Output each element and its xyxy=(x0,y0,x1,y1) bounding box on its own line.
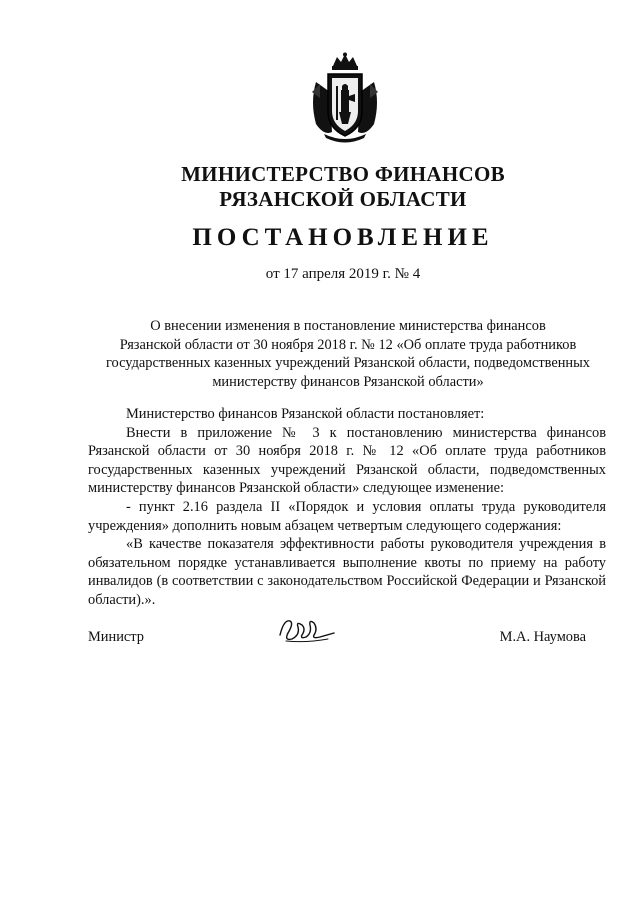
subject-line: Рязанской области от 30 ноября 2018 г. № 12 «Об оплате труда работников xyxy=(119,336,577,353)
body-paragraph: Министерство финансов Рязанской области постановляет: xyxy=(126,406,485,422)
document-type-title: ПОСТАНОВЛЕНИЕ xyxy=(192,224,494,251)
ministry-title-line1: МИНИСТЕРСТВО ФИНАНСОВ xyxy=(181,162,505,186)
handwritten-signature-icon xyxy=(276,613,340,647)
document-body xyxy=(88,405,606,610)
signatory-name: М.А. Наумова xyxy=(499,629,586,645)
body-paragraph: Внести в приложение № 3 к постановлению министерства финансов Рязанской области от 30 ноября 2018 г. № 12 «Об оплате труда работников государственных казенных учреждений Рязанской области, подведомственных министерству финансов Рязанской области» следующее изменение: xyxy=(88,424,606,497)
document-date-number: от 17 апреля 2019 г. № 4 xyxy=(265,266,421,282)
signature-block xyxy=(88,627,608,657)
body-paragraph: «В качестве показателя эффективности работы руководителя учреждения в обязательном порядке устанавливается выполнение квоты по приему на работу инвалидов (в соответствии с законодательством Российской Федерации и Рязанской области).». xyxy=(88,536,606,608)
subject-line: государственных казенных учреждений Рязанской области, подведомственных xyxy=(106,355,590,372)
document-subject xyxy=(88,317,608,391)
subject-line: О внесении изменения в постановление министерства финансов xyxy=(150,318,546,334)
signatory-role: Министр xyxy=(88,629,144,645)
ryazan-coat-of-arms-icon xyxy=(306,52,384,144)
ministry-title-line2: РЯЗАНСКОЙ ОБЛАСТИ xyxy=(219,187,467,211)
body-paragraph: - пункт 2.16 раздела II «Порядок и условия оплаты труда руководителя учреждения» дополнить новым абзацем четвертым следующего содержания: xyxy=(88,498,606,534)
subject-line: министерству финансов Рязанской области» xyxy=(212,373,484,390)
